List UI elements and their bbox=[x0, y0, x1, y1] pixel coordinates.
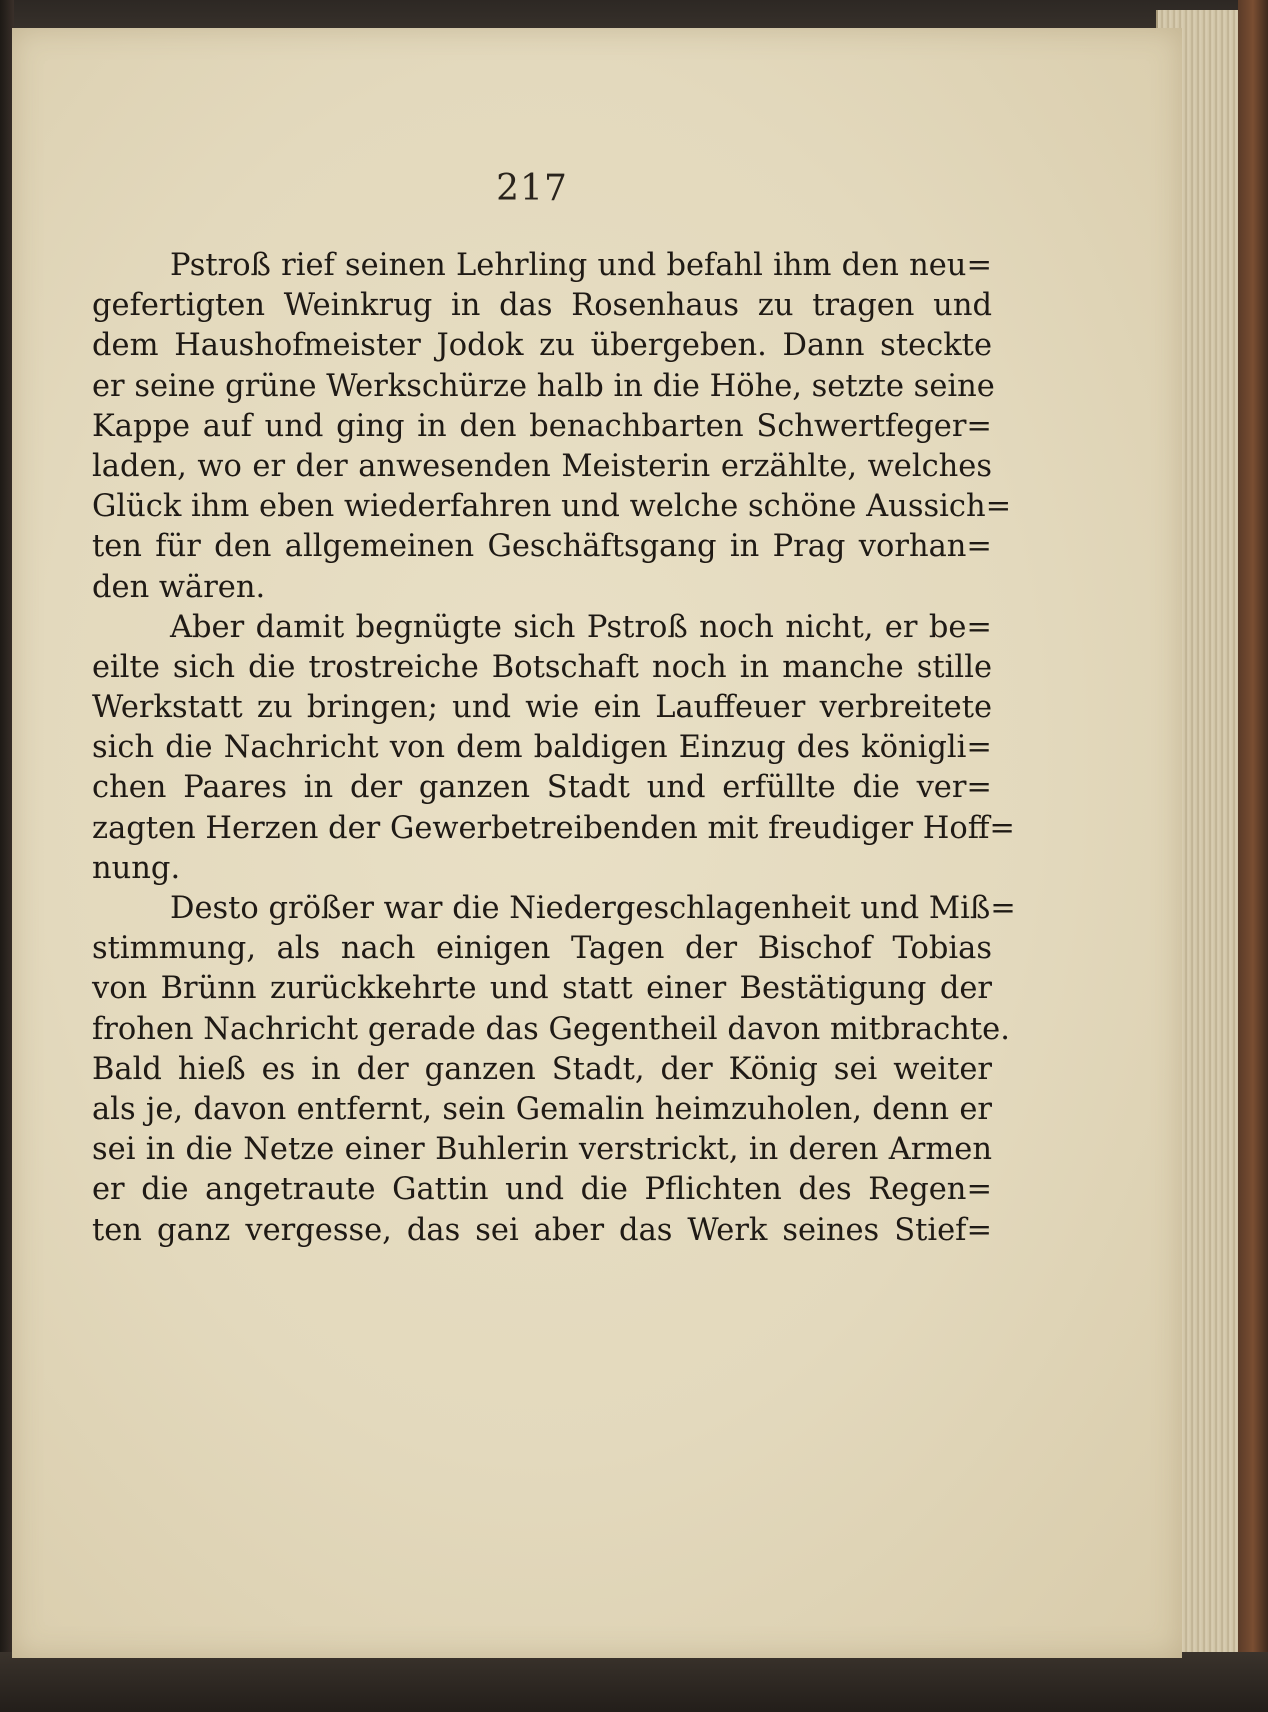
text-line: eilte sich die trostreiche Botschaft noch in manche stille bbox=[92, 649, 992, 685]
text-line: Bald hieß es in der ganzen Stadt, der König sei weiter bbox=[92, 1051, 992, 1087]
text-line: Pstroß rief seinen Lehrling und befahl ihm den neu= bbox=[170, 248, 992, 283]
text-line: nung. bbox=[92, 850, 181, 886]
text-line: Aber damit begnügte sich Pstroß noch nicht, er be= bbox=[170, 609, 992, 645]
text-line: er seine grüne Werkschürze halb in die Höhe, setzte seine bbox=[92, 368, 995, 404]
text-line: sich die Nachricht von dem baldigen Einzug des königli= bbox=[92, 730, 992, 766]
page-number: 217 bbox=[496, 168, 568, 209]
text-line: ten ganz vergesse, das sei aber das Werk seines Stief= bbox=[92, 1212, 992, 1248]
page-text-block bbox=[92, 246, 1016, 1251]
text-line: den wären. bbox=[92, 569, 266, 605]
text-line: Desto größer war die Niedergeschlagenheit und Miß= bbox=[170, 891, 1016, 926]
text-line: zagten Herzen der Gewerbetreibenden mit freudiger Hoff= bbox=[92, 810, 1015, 846]
text-line: ten für den allgemeinen Geschäftsgang in Prag vorhan= bbox=[92, 529, 992, 565]
text-line: chen Paares in der ganzen Stadt und erfüllte die ver= bbox=[92, 770, 992, 806]
book-cover-bottom-edge bbox=[0, 1652, 1268, 1712]
book-page bbox=[12, 28, 1182, 1658]
text-line: dem Haushofmeister Jodok zu übergeben. Dann steckte bbox=[92, 328, 992, 364]
text-line: stimmung, als nach einigen Tagen der Bischof Tobias bbox=[92, 931, 992, 967]
text-line: gefertigten Weinkrug in das Rosenhaus zu tragen und bbox=[92, 288, 992, 324]
text-line: als je, davon entfernt, sein Gemalin heimzuholen, denn er bbox=[92, 1091, 992, 1127]
text-line: laden, wo er der anwesenden Meisterin erzählte, welches bbox=[92, 448, 992, 484]
text-line: frohen Nachricht gerade das Gegentheil davon mitbrachte. bbox=[92, 1011, 1010, 1047]
text-line: Werkstatt zu bringen; und wie ein Lauffeuer verbreitete bbox=[92, 690, 992, 726]
book-cover-right-edge bbox=[1238, 0, 1268, 1712]
text-line: von Brünn zurückkehrte und statt einer Bestätigung der bbox=[92, 971, 992, 1007]
text-line: sei in die Netze einer Buhlerin verstrickt, in deren Armen bbox=[92, 1132, 992, 1168]
text-line: Kappe auf und ging in den benachbarten Schwertfeger= bbox=[92, 408, 992, 444]
text-line: er die angetraute Gattin und die Pflichten des Regen= bbox=[92, 1172, 992, 1208]
text-line: Glück ihm eben wiederfahren und welche schöne Aussich= bbox=[92, 489, 1012, 525]
